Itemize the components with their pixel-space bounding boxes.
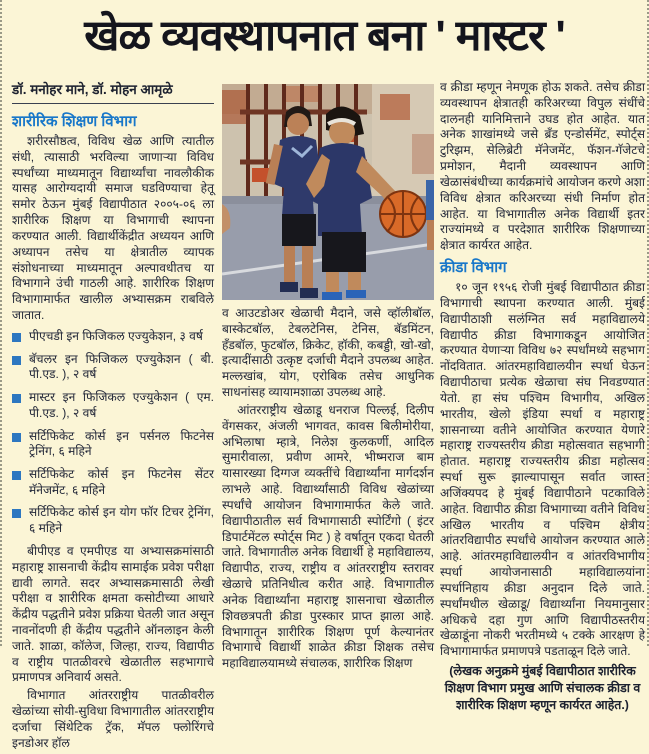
list-item [12,329,214,345]
square-bullet-icon [12,433,21,442]
left-column [12,80,214,754]
course-list [12,329,214,537]
list-item [12,429,214,460]
middle-column [222,84,434,674]
author-byline: डॉ. मनोहर माने, डॉ. मोहन आमृळे [12,80,214,104]
paragraph-dept-intro: शरीरसौष्ठत्व, विविध खेळ आणि त्यातील संधी, त्यासाठी भरविल्या जाणाऱ्या विविध स्पर्धांच्या माध्यमातून विद्यार्थ्यांचा नावलौकीक यासह आरोग्यदायी समाज घडविण्याचा हेतू समोर ठेऊन मुंबई विद्यापीठात २००५-०६ ला शारीरिक शिक्षण या विभागाची स्थापना करण्यात आली. विद्यार्थीकेंद्रीत अध्ययन आणि अध्यापन तसेच या क्षेत्रातील व्यापक संशोधनाच्या माध्यमातून अल्पावधीतच या विभागाने उंची गाठली आहे. शारीरिक शिक्षण विभागामार्फत खालील अभ्यासक्रम राबविले जातात. [12,134,214,323]
paragraph-admission-process: बीपीएड व एमपीएड या अभ्यासक्रमांसाठी महाराष्ट्र शासनाची केंद्रीय सामाईक प्रवेश परीक्षा द्यावी लागते. सदर अभ्यासक्रमासाठी लेखी परीक्षा व शारीरिक क्षमता कसोटीच्या आधारे केंद्रीय पद्धतीने प्रवेश प्रक्रिया घेतली जात असून नावनोंदणी ही केंद्रीय पद्धतीने ऑनलाइन केली जाते. शाळा, कॉलेज, जिल्हा, राज्य, विद्यापीठ व राष्ट्रीय पातळीवरचे खेळातील सहभागाचे प्रमाणपत्र अनिवार्य असते. [12,543,214,685]
course-label: सर्टिफिकेट कोर्स इन पर्सनल फिटनेस ट्रेनिंग, ६ महिने [29,428,214,459]
square-bullet-icon [12,356,21,365]
article-headline: खेळ व्यवस्थापनात बना ' मास्टर ' [84,12,565,60]
course-label: पीएचडी इन फिजिकल एज्युकेशन, ३ वर्ष [29,328,203,343]
paragraph-mentors-achievements: आंतरराष्ट्रीय खेळाडू धनराज पिल्लई, दिलीप वेंगसकर, अंजली भागवत, कावस बिलीमोरीया, अभिलाषा म्हात्रे, निलेश कुलकर्णी, आदिल सुमारीवाला, प्रवीण आमरे, भीष्मराज बाम यासारख्या दिग्गज व्यक्तींचे विद्यार्थ्यांना मार्गदर्शन लाभले आहे. विद्यार्थ्यांसाठी विविध खेळांच्या स्पर्धांचे आयोजन विभागामार्फत केले जाते. विद्यापीठातील सर्व विभागासाठी स्पोर्टिंगो ( इंटर डिपार्टमेंटल स्पोर्ट्स मिट ) हे वर्षातून एकदा घेतली जाते. विभागातील अनेक विद्यार्थी हे महाविद्यालय, विद्यापीठ, राज्य, राष्ट्रीय व आंतरराष्ट्रीय स्तरावर खेळाचे प्रतिनिधीत्व करीत आहे. विभागातील अनेक विद्यार्थ्यांना महाराष्ट्र शासनाचा खेळातील शिवछत्रपती क्रीडा पुरस्कार प्राप्त झाला आहे. विभागातून शारीरिक शिक्षण पूर्ण केल्यानंतर विभागाचे विद्यार्थी शाळेत क्रीडा शिक्षक तसेच महाविद्यालयामध्ये संचालक, शारीरिक शिक्षण [222,402,434,671]
article-photo-basketball-players [222,84,434,300]
square-bullet-icon [12,471,21,480]
square-bullet-icon [12,509,21,518]
paragraph-outdoor-grounds: व आउटडोअर खेळाची मैदाने, जसे व्हॉलीबॉल, बास्केटबॉल, टेबलटेनिस, टेनिस, बॅडमिंटन, हँडबॉल, फुटबॉल, क्रिकेट, हॉकी, कबड्डी, खो-खो, इत्यादींसाठी उत्कृष्ट दर्जाची मैदाने उपलब्ध आहेत. मल्लखांब, योग, एरोबिक तसेच आधुनिक साधनांसह व्यायामशाळा उपलब्ध आहे. [222,306,434,400]
course-label: मास्टर इन फिजिकल एज्युकेशन ( एम. पी.एड. ), २ वर्ष [29,390,214,420]
list-item [12,505,214,536]
square-bullet-icon [12,333,21,342]
course-label: सर्टिफिकेट कोर्स इन फिटनेस सेंटर मॅनेजमेंट, ६ महिने [29,466,214,497]
paragraph-sports-department: १० जून १९५६ रोजी मुंबई विद्यापीठात क्रीडा विभागाची स्थापना करण्यात आली. मुंबई विद्यापीठाशी सलंग्नित सर्व महाविद्यालये विद्यापीठ क्रीडा विभागाकडून आयोजित करण्यात येणाऱ्या विविध ७२ स्पर्धांमध्ये सहभाग नोंदवितात. आंतरमहाविद्यालयीन स्पर्धा घेऊन विद्यापीठाचा प्रत्येक खेळाचा संघ निवडण्यात येतो. हा संघ पश्चिम विभागीय, अखिल भारतीय, खेलो इंडिया स्पर्धा व महाराष्ट्र शासनाच्या वतीने आयोजित करण्यात येणारे महाराष्ट्र राज्यस्तरीय क्रीडा महोत्सवात सहभागी होतात. महाराष्ट्र राज्यस्तरीय क्रीडा महोत्सव स्पर्धा सुरू झाल्यापासून सर्वात जास्त अजिंक्यपद हे मुंबई विद्यापीठाने पटकाविले आहेत. विद्यापीठ क्रीडा विभागाच्या वतीने विविध अखिल भारतीय व पश्चिम क्षेत्रीय आंतरविद्यापीठ स्पर्धांचे आयोजन करण्यात आले आहे. आंतरमहाविद्यालयीन व आंतरविभागीय स्पर्धा आयोजनासाठी महाविद्यालयांना स्पर्धानिहाय क्रीडा अनुदान दिले जाते. स्पर्धांमधील खेळाडू/ विद्यार्थ्यांना नियमानुसार अधिकचे दहा गुण आणि विद्यापीठस्तरीय खेळाडूंना नोकरी भरतीमध्ये ५ टक्के आरक्षण हे विभागामार्फत प्रमाणपत्रे पडताळून दिले जाते. [440,280,645,659]
list-item [12,467,214,498]
course-label: सर्टिफिकेट कोर्स इन योग फॉर टिचर ट्रेनिंग, ६ महिने [29,505,214,536]
paragraph-facilities: विभागात आंतरराष्ट्रीय पातळीवरील खेळांच्या सोयी-सुविधा विभागातील आंतरराष्ट्रीय दर्जाचा सिंथेटिक ट्रॅक, मॅपल फ्लोरिंगचे इनडोअर हॉल [12,688,214,750]
paragraph-career-opportunities: व क्रीडा म्हणून नेमणूक होऊ शकते. तसेच क्रीडा व्यवस्थापन क्षेत्रातही करिअरच्या विपुल संधींचे दालनही यानिमित्ताने उघड होत आहेत. यात अनेक शाखांमध्ये जसे ब्रँड एन्डोर्समेंट, स्पोर्ट्स टुरिझम, सेलिब्रेटी मॅनेजमेंट, फॅशन-गॅजेटचे प्रमोशन, मैदानी व्यवस्थापन आणि खेळासंबंधीच्या कार्यक्रमांचे आयोजन करणे अशा विविध क्षेत्रात करिअरच्या संधी निर्माण होत आहेत. या विभागातील अनेक विद्यार्थी इतर राज्यांमध्ये व परदेशात शारीरिक शिक्षणाच्या क्षेत्रात कार्यरत आहेत. [440,80,645,253]
basketball [380,191,426,237]
basketball-photo-illustration [222,84,434,300]
course-label: बॅचलर इन फिजिकल एज्युकेशन ( बी. पी.एड. ), २ वर्ष [29,351,214,382]
right-column [440,80,645,727]
author-credit-note: (लेखक अनुक्रमे मुंबई विद्यापीठात शारीरिक शिक्षण विभाग प्रमुख आणि संचालक क्रीडा व शारीरिक शिक्षण म्हणून कार्यरत आहेत.) [444,663,641,713]
list-item [12,390,214,421]
section-header-physical-education: शारीरिक शिक्षण विभाग [12,113,137,130]
square-bullet-icon [12,394,21,403]
section-header-sports-dept: क्रीडा विभाग [440,259,507,277]
list-item [12,352,214,383]
